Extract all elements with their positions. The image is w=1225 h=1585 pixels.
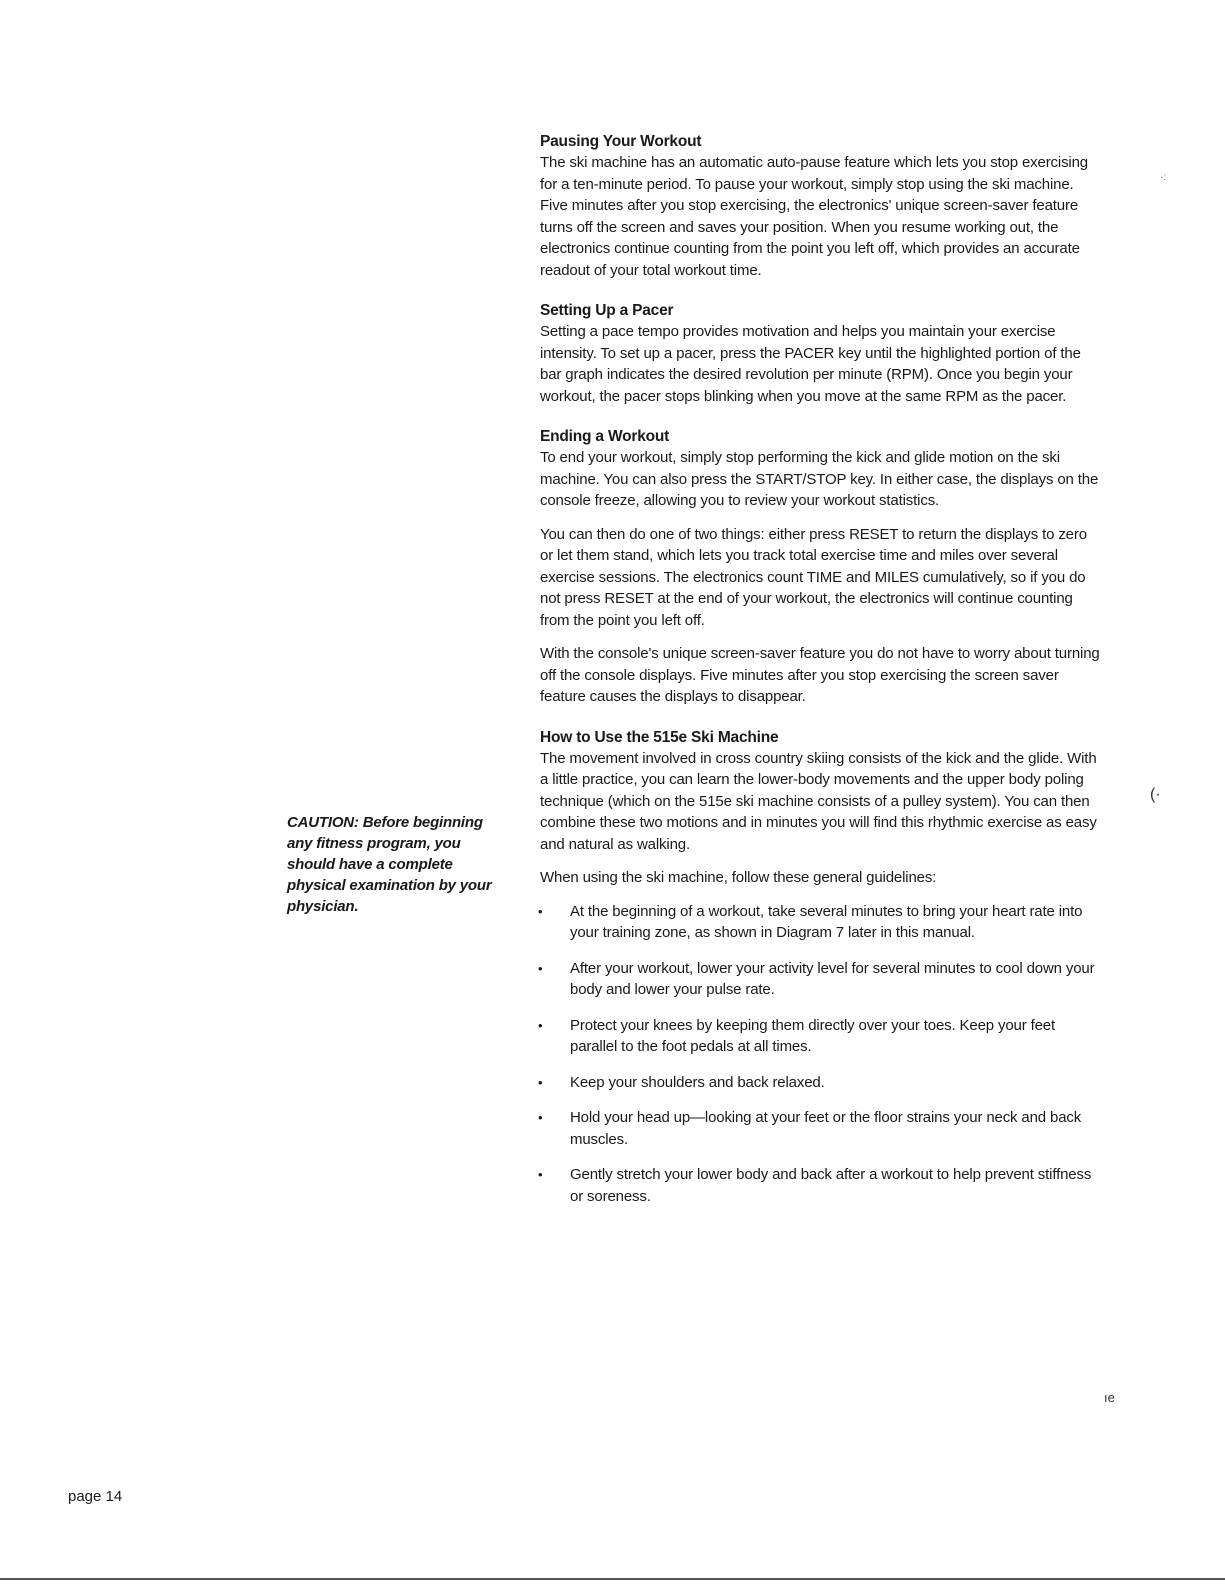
margin-mark: (· — [1150, 786, 1161, 803]
list-item — [540, 958, 1100, 1001]
list-item-text: At the beginning of a workout, take several minutes to bring your heart rate into your training zone, as shown in Diagram 7 later in this manual. — [570, 902, 1083, 941]
section-paragraph: The movement involved in cross country skiing consists of the kick and the glide. With a little practice, you can learn the lower-body movements and the upper body poling technique (which on the 515e ski machine consists of a pulley system). You can then combine these two motions and in minutes you will find this rhythmic exercise as easy and natural as walking. — [540, 749, 1097, 853]
margin-mark: ıe — [1104, 1390, 1115, 1405]
bullet-icon: • — [538, 1017, 543, 1033]
section-heading: How to Use the 515e Ski Machine — [540, 728, 779, 746]
caution-note: CAUTION: Before beginning any fitness program, you should have a complete physical examination by your physician. — [287, 814, 492, 915]
section-how-to-use — [540, 728, 1100, 1208]
list-item-text: Keep your shoulders and back relaxed. — [570, 1073, 825, 1091]
list-item-text: Hold your head up—looking at your feet or the floor strains your neck and back muscles. — [570, 1109, 1082, 1148]
list-item — [540, 1164, 1100, 1207]
section-paragraph: The ski machine has an automatic auto-pause feature which lets you stop exercising for a ten-minute period. To pause your workout, simply stop using the ski machine. Five minutes after you stop exercising, the electronics' unique screen-saver feature turns off the screen and saves your position. When you resume working out, the electronics continue counting from the point you left off, which provides an accurate readout of your total workout time. — [540, 154, 1089, 279]
list-item-text: Gently stretch your lower body and back after a workout to help prevent stiffness or soreness. — [570, 1166, 1092, 1205]
page-number: page 14 — [68, 1488, 123, 1505]
list-item — [540, 1072, 1100, 1094]
bullet-icon: • — [538, 1167, 543, 1182]
section-ending-workout — [540, 427, 1100, 708]
section-paragraph: You can then do one of two things: either press RESET to return the displays to zero or let them stand, which lets you track total exercise time and miles over several exercise sessions. The electronics count TIME and MILES cumulatively, so if you do not press RESET at the end of your workout, the electronics will continue counting from the point you left off. — [540, 525, 1087, 629]
section-paragraph: With the console's unique screen-saver feature you do not have to worry about turning off the console displays. Five minutes after you stop exercising the screen saver feature causes the displays to disappear. — [540, 645, 1100, 705]
section-paragraph: When using the ski machine, follow these general guidelines: — [540, 869, 937, 886]
page-bottom-border — [0, 1578, 1225, 1580]
main-column — [540, 132, 1100, 1227]
section-paragraph: Setting a pace tempo provides motivation and helps you maintain your exercise intensity. To set up a pacer, press the PACER key until the highlighted portion of the bar graph indicates the desired revolution per minute (RPM). Once you begin your workout, the pacer stops blinking when you move at the same RPM as the pacer. — [540, 323, 1081, 405]
section-heading: Setting Up a Pacer — [540, 302, 674, 319]
list-item-text: After your workout, lower your activity level for several minutes to cool down your body and lower your pulse rate. — [570, 959, 1095, 998]
section-setting-pacer — [540, 301, 1100, 407]
bullet-icon: • — [538, 960, 543, 976]
bullet-icon: • — [538, 1110, 543, 1125]
section-heading: Pausing Your Workout — [540, 133, 702, 150]
list-item — [540, 901, 1100, 944]
section-heading: Ending a Workout — [540, 428, 670, 445]
list-item — [540, 1015, 1100, 1058]
guidelines-list — [540, 901, 1100, 1208]
section-paragraph: To end your workout, simply stop performing the kick and glide motion on the ski machine. You can also press the START/STOP key. In either case, the displays on the console freeze, allowing you to review your workout statistics. — [540, 449, 1099, 509]
margin-mark: ·: — [1160, 172, 1167, 183]
list-item-text: Protect your knees by keeping them directly over your toes. Keep your feet parallel to the foot pedals at all times. — [570, 1016, 1055, 1055]
bullet-icon: • — [538, 903, 543, 919]
section-pausing-workout — [540, 132, 1100, 281]
bullet-icon: • — [538, 1074, 543, 1090]
list-item — [540, 1107, 1100, 1150]
